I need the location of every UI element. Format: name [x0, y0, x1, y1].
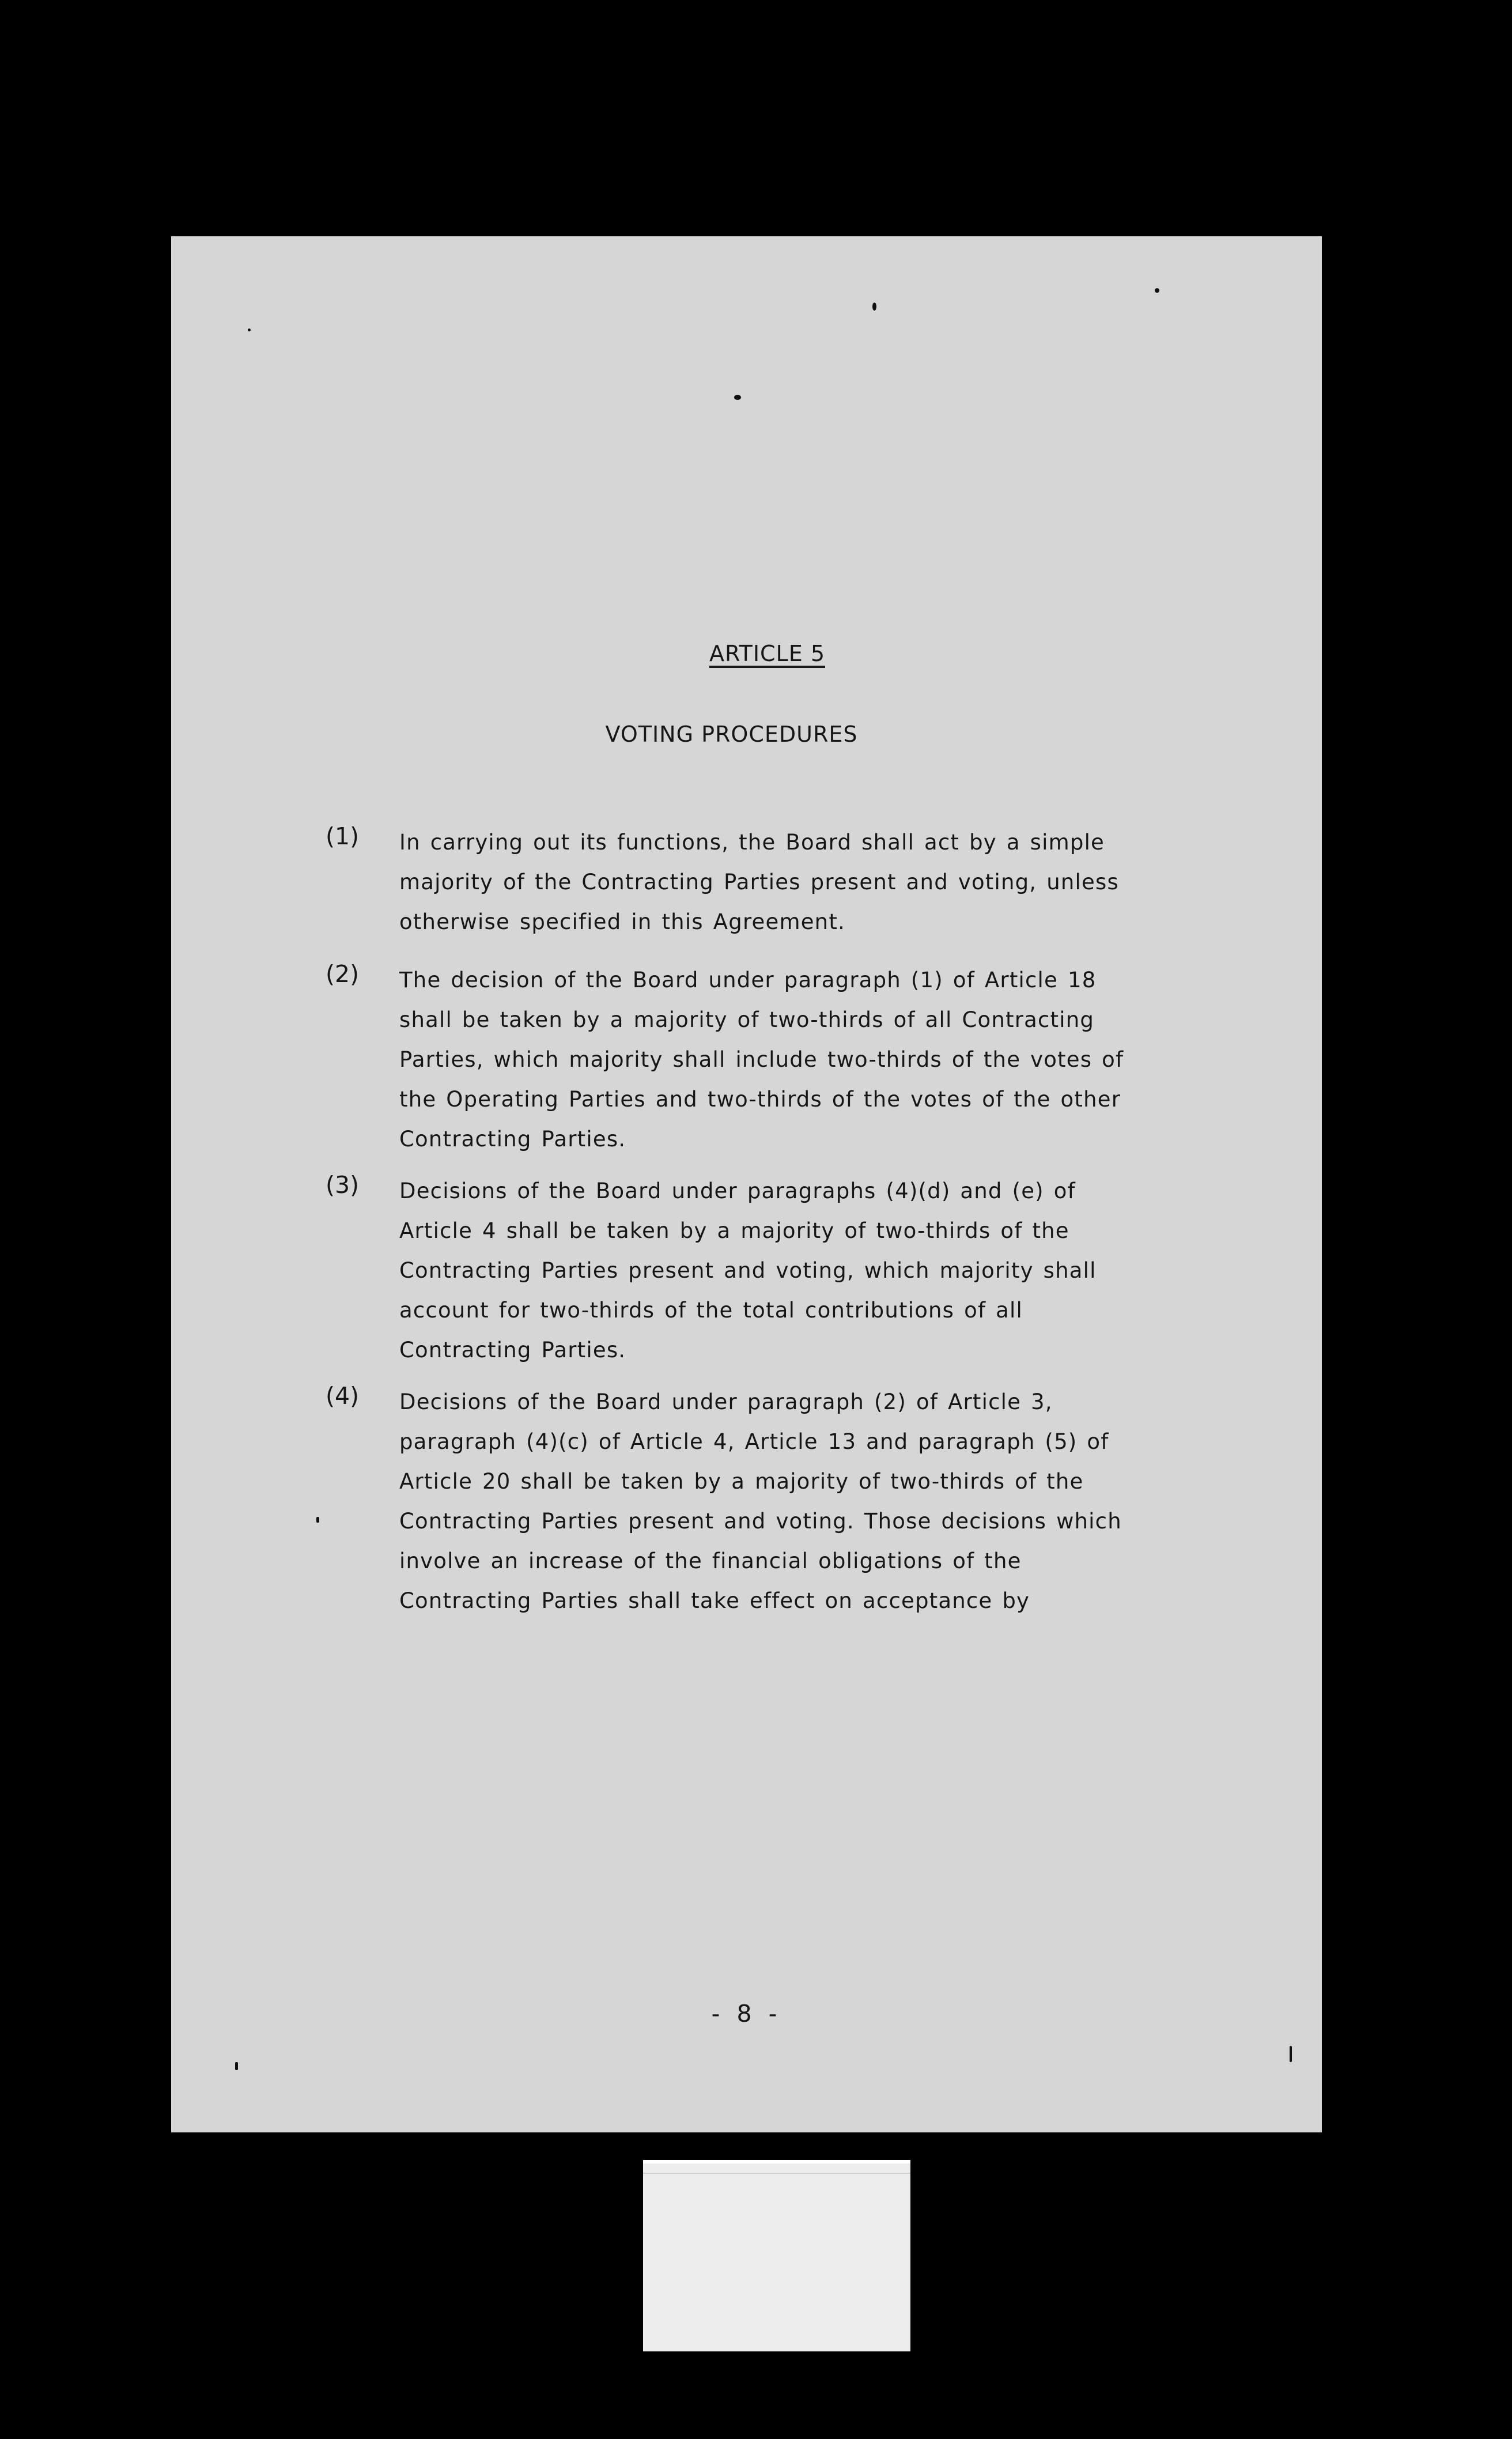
paragraph-number: (1) [326, 822, 360, 850]
article-title: ARTICLE 5 [709, 641, 826, 666]
film-frame-edge [643, 2173, 910, 2174]
document-page [171, 236, 1322, 2132]
section-title: VOTING PROCEDURES [605, 722, 858, 747]
paragraph-number: (2) [326, 960, 360, 988]
scan-speck [1155, 288, 1159, 293]
paragraph-number: (4) [326, 1382, 360, 1410]
scan-speck [235, 2062, 238, 2070]
paragraph-text: The decision of the Board under paragraph (1) of Article 18 shall be taken by a majority of two-thirds of all Contracting Parties, which majority shall include two-thirds of the votes of the Operating Parties and two-thirds of the votes of the other Contracting Parties. [399, 968, 1124, 1151]
paragraph-text: Decisions of the Board under paragraphs (4)(d) and (e) of Article 4 shall be taken by a majority of two-thirds of the Contracting Parties present and voting, which majority shall account for two-thirds of the total contributions of all Contracting Parties. [399, 1179, 1097, 1362]
scan-speck [1290, 2046, 1292, 2062]
scan-speck [316, 1517, 319, 1523]
paragraph-number: (3) [326, 1171, 360, 1199]
page-number: - 8 - [711, 2000, 782, 2028]
film-frame-label [643, 2160, 910, 2351]
scan-speck [248, 329, 251, 331]
scan-speck [872, 303, 876, 311]
scan-speck [734, 395, 741, 400]
paragraph-text: Decisions of the Board under paragraph (2) of Article 3, paragraph (4)(c) of Article 4, Article 13 and paragraph (5) of Article 20 shall be taken by a majority of two-thirds of the Contracting Parties present and voting. Those decisions which involve an increase of the financial obligations of the Contracting Parties shall take effect on acceptance by [399, 1390, 1122, 1613]
paragraph-text: In carrying out its functions, the Board shall act by a simple majority of the Contracting Parties present and voting, unless otherwise specified in this Agreement. [399, 830, 1119, 934]
